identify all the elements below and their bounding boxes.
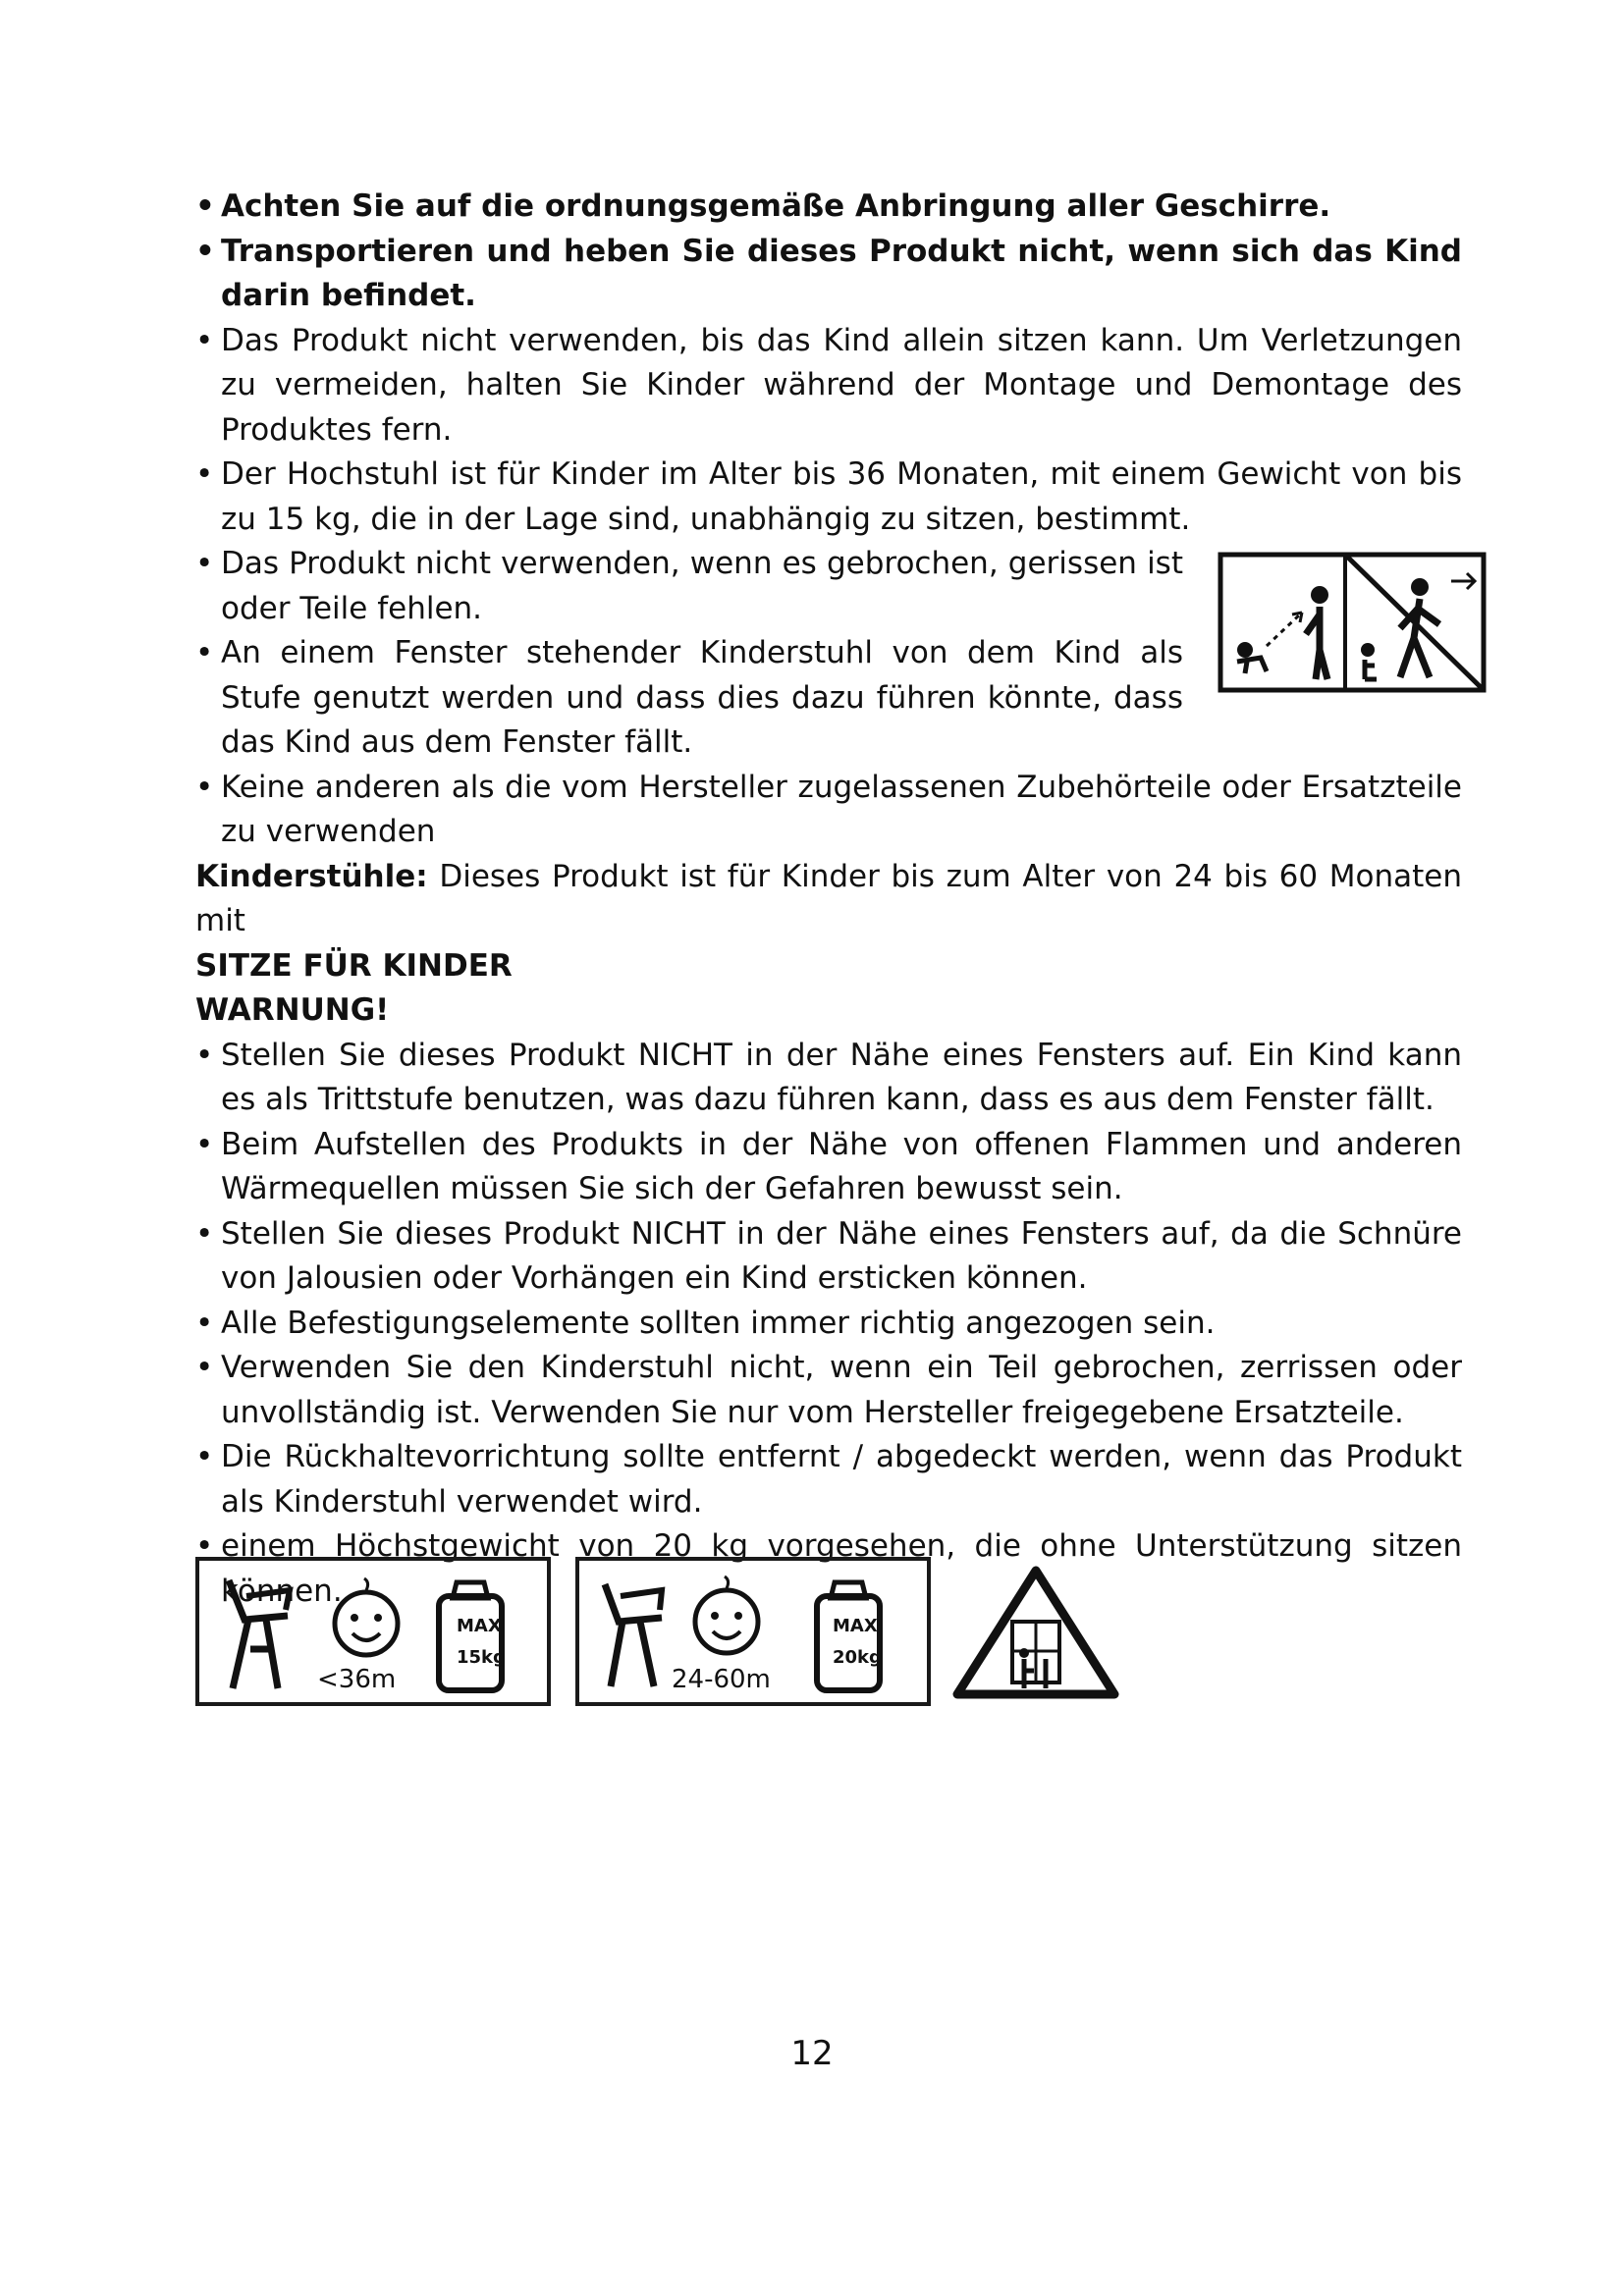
window-cord-warning-icon (951, 1565, 1120, 1700)
age-label: <36m (317, 1665, 397, 1694)
warning-item: • Alle Befestigungselemente sollten immer richtig angezogen sein. (195, 1305, 1216, 1341)
warning-item: • einem Höchstgewicht von 20 kg vorgesehen, die ohne Unterstützung sitzen können. (195, 1528, 1462, 1609)
bullet-item: • Der Hochstuhl ist für Kinder im Alter bis 36 Monaten, mit einem Gewicht von bis zu 15 kg, die in der Lage sind, unabhängig zu sitzen, bestimmt. (195, 456, 1462, 537)
section-heading-sitze: SITZE FÜR KINDER (195, 947, 513, 984)
max-label: MAX (833, 1616, 878, 1636)
weight-label: 15kg (457, 1647, 506, 1668)
warning-item: • Stellen Sie dieses Produkt NICHT in der Nähe eines Fensters auf, da die Schnüre von Jalousien oder Vorhängen ein Kind ersticken können. (195, 1215, 1462, 1296)
page-number: 12 (790, 2034, 834, 2073)
warning-item: • Beim Aufstellen des Produkts in der Nähe von offenen Flammen und anderen Wärmequellen müssen Sie sich der Gefahren bewusst sein. (195, 1126, 1462, 1206)
bullet-item: • Transportieren und heben Sie dieses Produkt nicht, wenn sich das Kind darin befindet. (195, 233, 1462, 313)
age-weight-pictogram-1 (195, 1557, 551, 1706)
window-warning-pictogram (1218, 552, 1487, 693)
bullet-item: • Keine anderen als die vom Hersteller zugelassenen Zubehörteile oder Ersatzteile zu verwenden (195, 769, 1462, 849)
kinderstuehle-paragraph: Kinderstühle: Dieses Produkt ist für Kinder bis zum Alter von 24 bis 60 Monaten mit (195, 858, 1462, 938)
bullet-item: • Das Produkt nicht verwenden, bis das Kind allein sitzen kann. Um Verletzungen zu vermeiden, halten Sie Kinder während der Montage und Demontage des Produktes fern. (195, 322, 1462, 448)
age-weight-pictogram-2 (575, 1557, 931, 1706)
age-label: 24-60m (672, 1665, 771, 1694)
warning-item: • Stellen Sie dieses Produkt NICHT in der Nähe eines Fensters auf. Ein Kind kann es als Trittstufe benutzen, was dazu führen kann, dass es aus dem Fenster fällt. (195, 1037, 1462, 1117)
bullet-item: • Das Produkt nicht verwenden, wenn es gebrochen, gerissen ist oder Teile fehlen. (195, 546, 1183, 626)
warning-item: • Verwenden Sie den Kinderstuhl nicht, wenn ein Teil gebrochen, zerrissen oder unvollständig ist. Verwenden Sie nur vom Hersteller freigegebene Ersatzteile. (195, 1350, 1462, 1430)
max-label: MAX (457, 1616, 502, 1636)
bullet-item: • An einem Fenster stehender Kinderstuhl von dem Kind als Stufe genutzt werden und dass dies dazu führen könnte, dass das Kind aus dem Fenster fällt. (195, 635, 1183, 760)
document-body (195, 185, 1462, 1614)
section-heading-warnung: WARNUNG! (195, 992, 390, 1028)
warning-item: • Die Rückhaltevorrichtung sollte entfernt / abgedeckt werden, wenn das Produkt als Kinderstuhl verwendet wird. (195, 1439, 1462, 1520)
pictogram-row (195, 1557, 1177, 1714)
bullet-item: • Achten Sie auf die ordnungsgemäße Anbringung aller Geschirre. (195, 188, 1331, 224)
weight-label: 20kg (833, 1647, 882, 1668)
